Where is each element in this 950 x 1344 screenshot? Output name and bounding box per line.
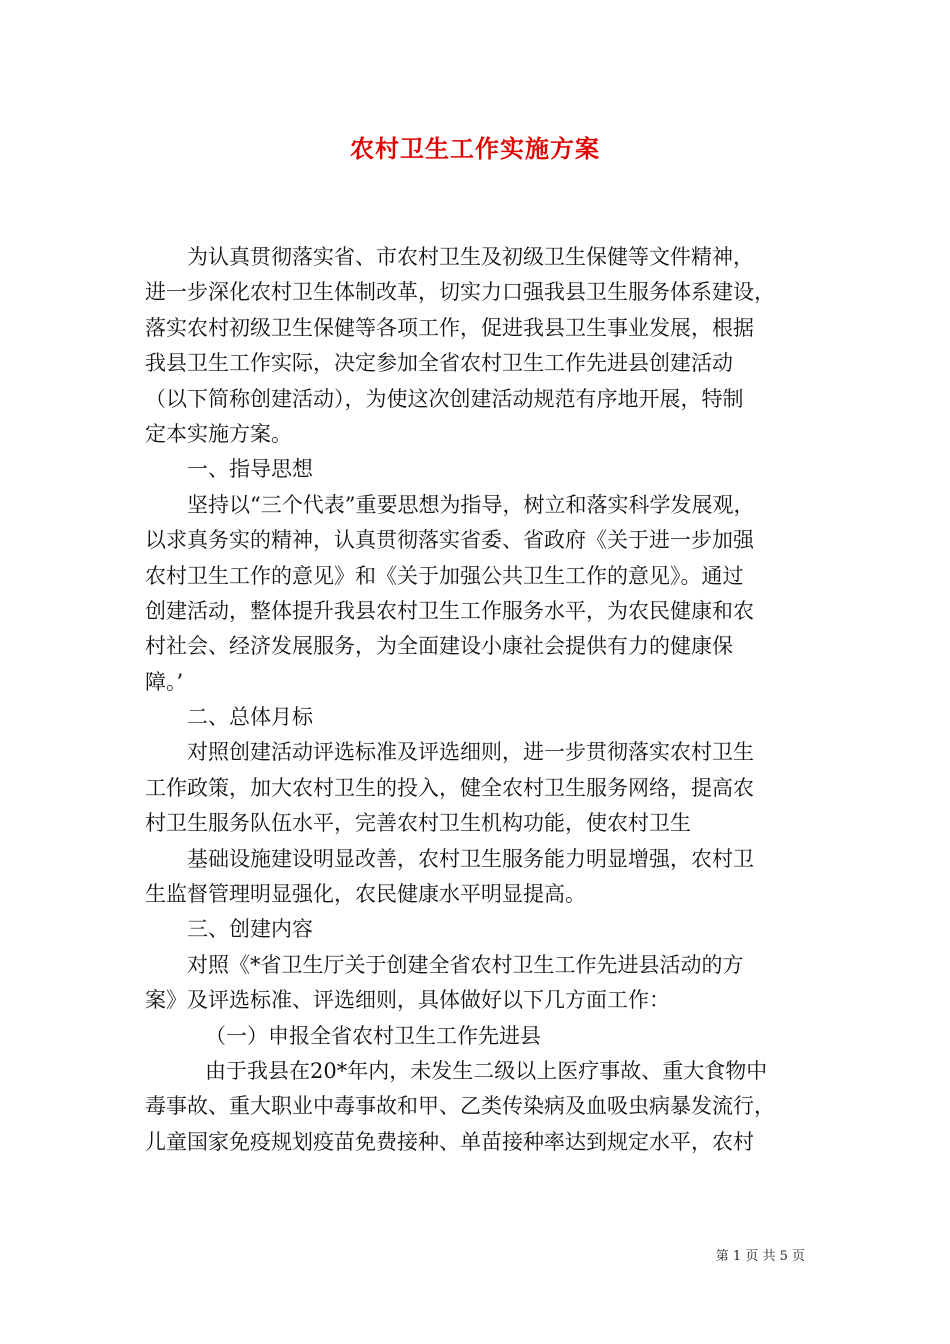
page-number: 第 1 页 共 5 页 (715, 1249, 805, 1264)
body-line: 生监督管理明显强化，农民健康水平明显提高。 (145, 882, 586, 907)
body-line: 落实农村初级卫生保健等各项工作，促进我县卫生事业发展，根据 (145, 315, 754, 340)
body-line: 村卫生服务队伍水平，完善农村卫生机构功能，使农村卫生 (145, 811, 691, 836)
section-heading: 二、总体月标 (187, 705, 313, 730)
body-line: 工作政策，加大农村卫生的投入，健全农村卫生服务网络，提高农 (145, 775, 754, 800)
body-line: 坚持以“三个代表”重要思想为指导，树立和落实科学发展观， (187, 492, 755, 517)
body-line: 对照创建活动评选标准及评选细则，进一步贯彻落实农村卫生 (187, 740, 754, 765)
body-line: 儿童国家免疫规划疫苗免费接种、单苗接种率达到规定水平，农村 (145, 1129, 754, 1154)
document-body (145, 240, 825, 1160)
body-line: 进一步深化农村卫生体制改革，切实力口强我县卫生服务体系建设， (145, 280, 775, 305)
body-line: 对照《*省卫生厅关于创建全省农村卫生工作先进县活动的方 (187, 952, 744, 977)
body-line: 毒事故、重大职业中毒事故和甲、乙类传染病及血吸虫病暴发流行， (145, 1094, 775, 1119)
body-line: 障。’ (145, 669, 184, 694)
body-line: 村社会、经济发展服务，为全面建设小康社会提供有力的健康保 (145, 634, 733, 659)
body-line: 为认真贯彻落实省、市农村卫生及初级卫生保健等文件精神， (187, 245, 754, 269)
subsection-heading: （一）申报全省农村卫生工作先进县 (205, 1023, 541, 1048)
body-line: 创建活动，整体提升我县农村卫生工作服务水平，为农民健康和农 (145, 598, 754, 623)
body-line: 农村卫生工作的意见》和《关于加强公共卫生工作的意见》。通过 (145, 563, 744, 588)
body-line: 基础设施建设明显改善，农村卫生服务能力明显增强，农村卫 (187, 846, 754, 871)
document-title: 农村卫生工作实施方案 (350, 134, 600, 163)
body-line: 由于我县在20*年内，未发生二级以上医疗事故、重大食物中 (205, 1058, 768, 1083)
section-heading: 一、指导思想 (187, 457, 313, 482)
body-line: 以求真务实的精神，认真贯彻落实省委、省政府《关于进一步加强 (145, 528, 754, 553)
body-line: 我县卫生工作实际，决定参加全省农村卫生工作先进县创建活动 (145, 351, 733, 376)
body-line: （以下简称创建活动），为使这次创建活动规范有序地开展，特制 (145, 386, 744, 411)
body-line: 定本实施方案。 (145, 421, 292, 446)
body-line: 案》及评选标准、评选细则，具体做好以下几方面工作： (145, 988, 670, 1013)
section-heading: 三、创建内容 (187, 917, 313, 942)
